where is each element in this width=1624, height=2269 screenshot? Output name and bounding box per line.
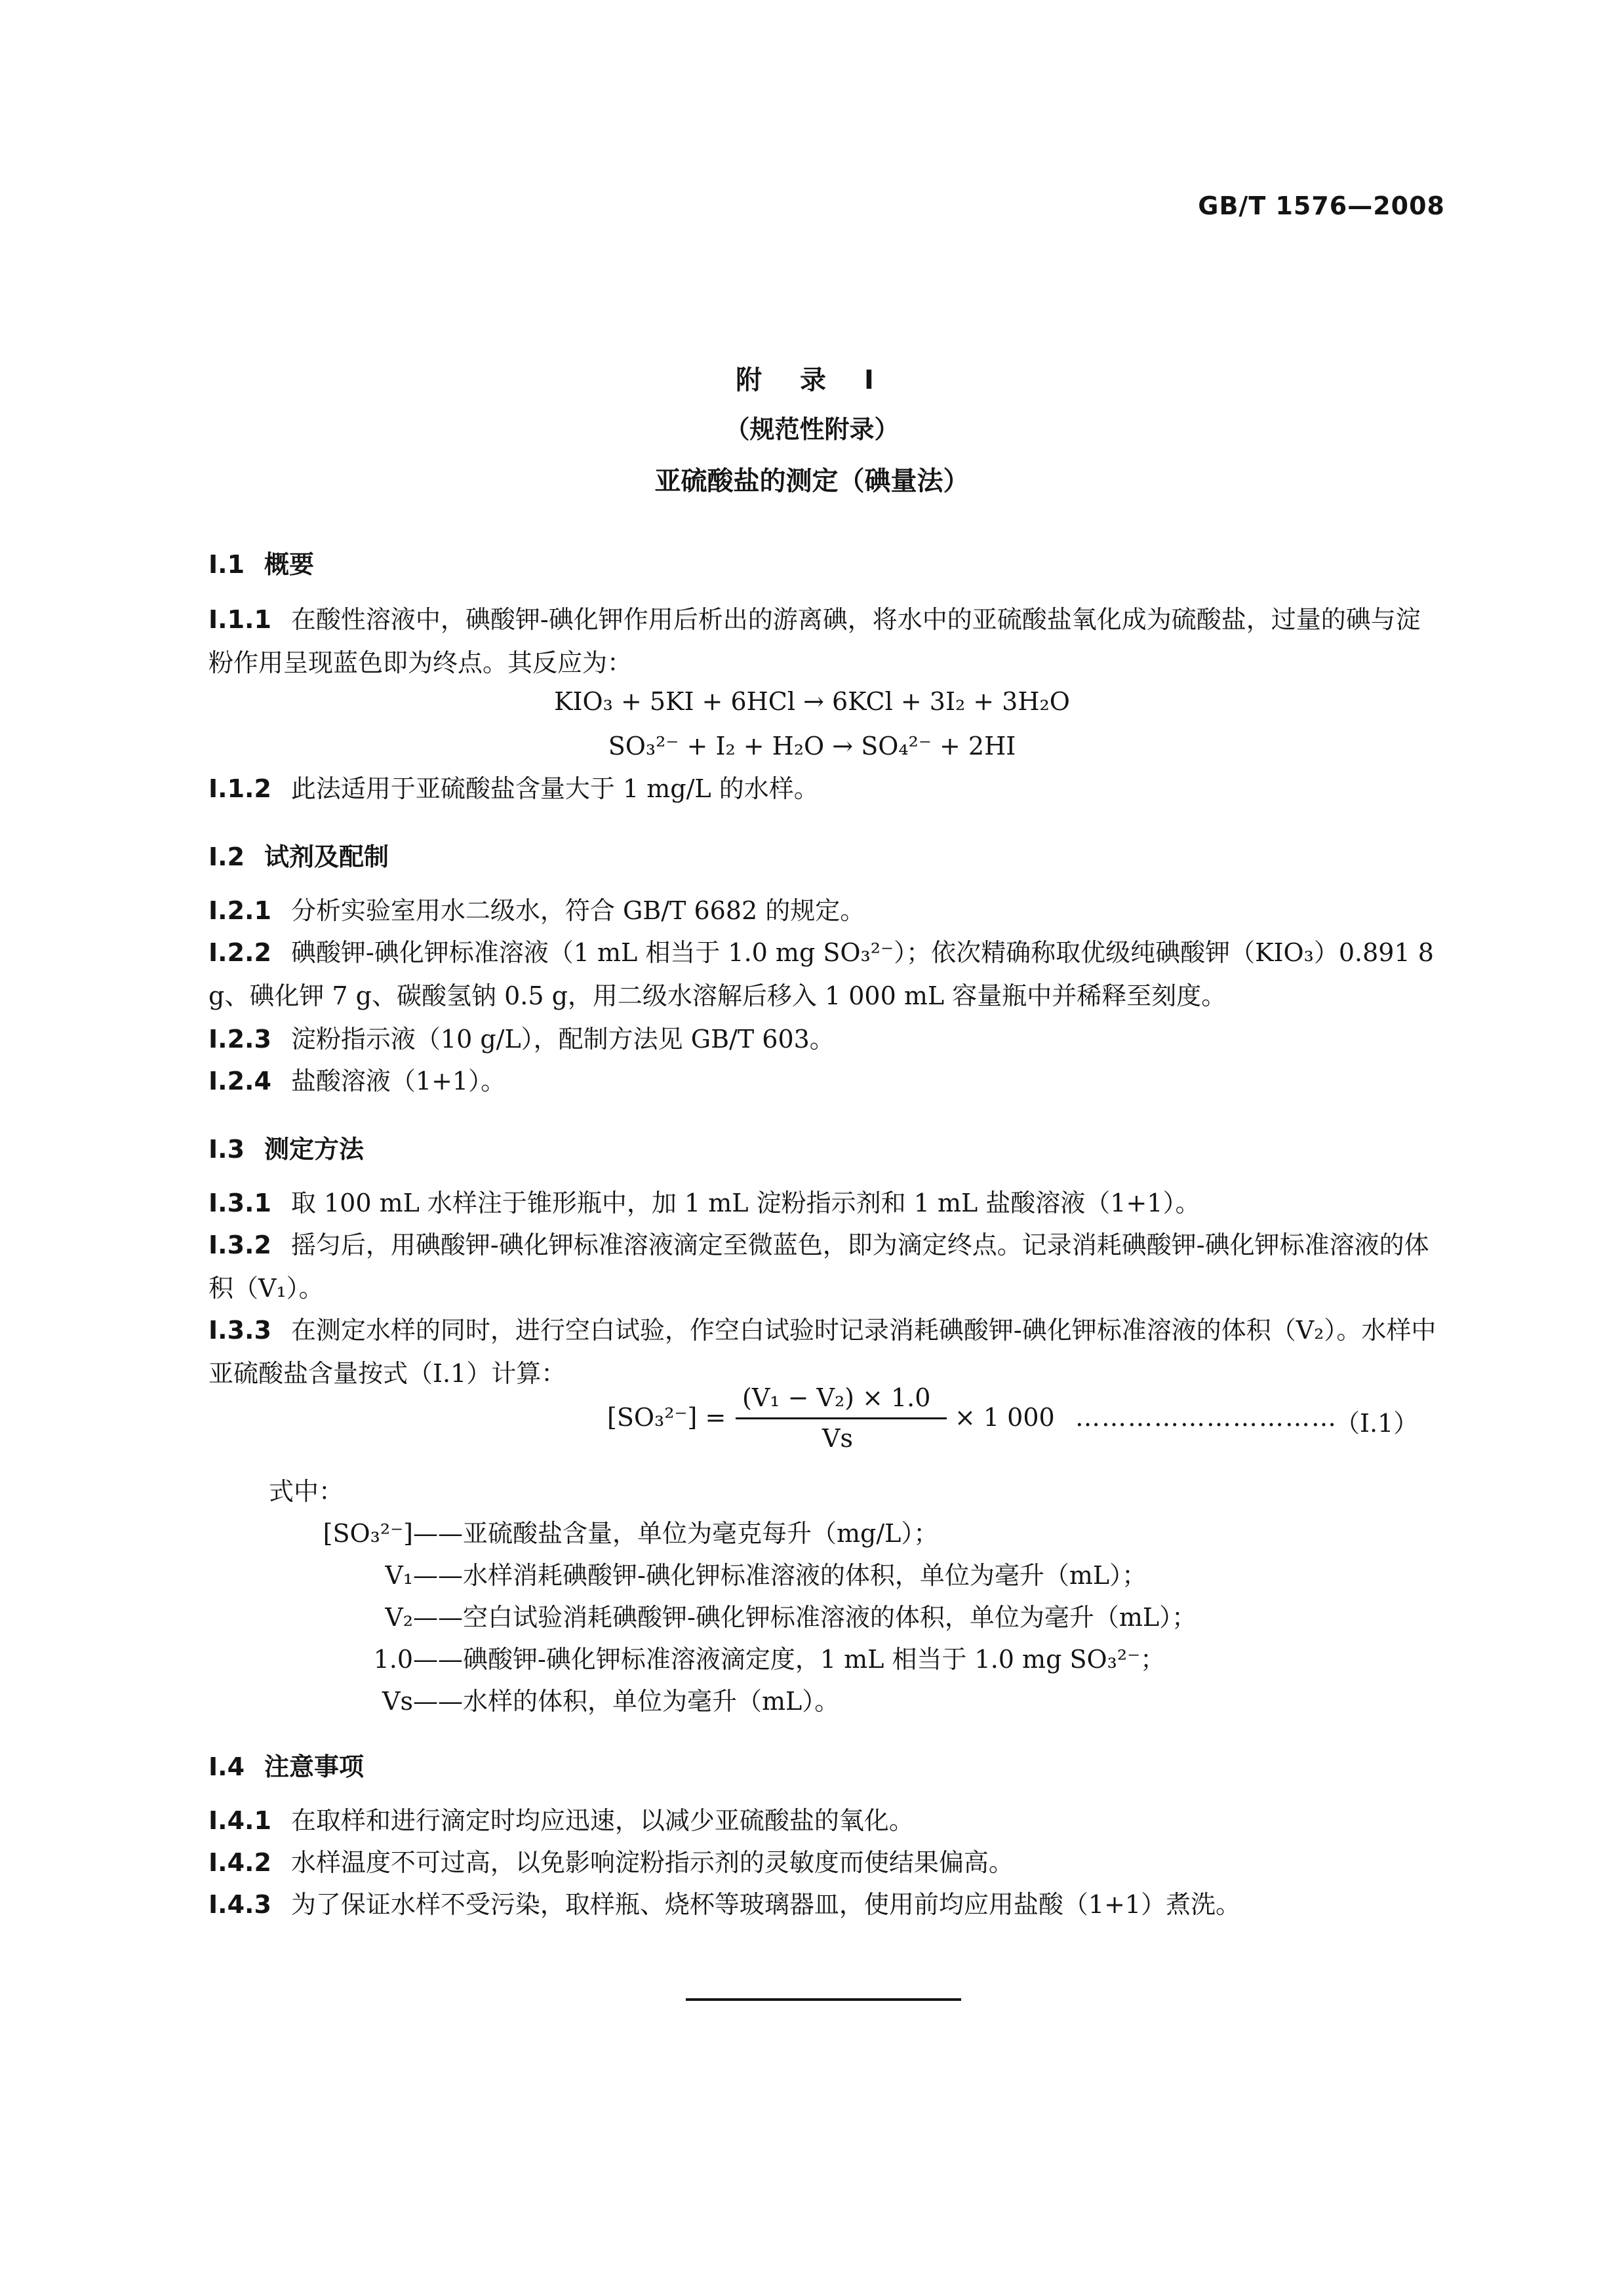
equation-1: KIO₃ + 5KI + 6HCl → 6KCl + 3I₂ + 3H₂O (554, 687, 1070, 716)
section-heading: I.1 概要 (208, 550, 315, 579)
appendix-label: 附 录 I (736, 365, 888, 395)
section-heading: I.4 注意事项 (208, 1752, 365, 1781)
formula-leader-dots: ………………………… (1075, 1403, 1337, 1432)
formula-numerator: (V₁ − V₂) × 1.0 (742, 1383, 931, 1412)
end-rule (686, 1998, 961, 2001)
paragraph: I.2.4 盐酸溶液（1+1）。 (208, 1067, 506, 1095)
formula-label: （I.1） (1335, 1409, 1419, 1438)
paragraph: I.2.3 淀粉指示液（10 g/L），配制方法见 GB/T 603。 (208, 1025, 835, 1054)
section-heading: I.3 测定方法 (208, 1135, 365, 1164)
formula-rhs: × 1 000 (955, 1403, 1055, 1432)
paragraph: I.3.2 摇匀后，用碘酸钾-碘化钾标准溶液滴定至微蓝色，即为滴定终点。记录消耗碘酸钾-碘化钾标准溶液的体积（V₁）。 (208, 1231, 1429, 1303)
definition-row: 1.0——碘酸钾-碘化钾标准溶液滴定度，1 mL 相当于 1.0 mg SO₃²⁻； (373, 1645, 1166, 1674)
paragraph: I.4.2 水样温度不可过高，以免影响淀粉指示剂的灵敏度而使结果偏高。 (208, 1848, 1014, 1877)
equation-2: SO₃²⁻ + I₂ + H₂O → SO₄²⁻ + 2HI (608, 732, 1016, 760)
paragraph: I.3.1 取 100 mL 水样注于锥形瓶中，加 1 mL 淀粉指示剂和 1 mL 盐酸溶液（1+1）。 (208, 1189, 1200, 1217)
definition-row: [SO₃²⁻]——亚硫酸盐含量，单位为毫克每升（mg/L）； (323, 1519, 939, 1548)
paragraph: I.2.2 碘酸钾-碘化钾标准溶液（1 mL 相当于 1.0 mg SO₃²⁻）；依次精确称取优级纯碘酸钾（KIO₃）0.891 8 g、碘化钾 7 g、碳酸氢钠 0.5 g，用二级水溶解后移入 1 000 mL 容量瓶中并稀释至刻度。 (208, 938, 1434, 1010)
standard-code: GB/T 1576—2008 (1198, 191, 1445, 220)
appendix-type: （规范性附录） (724, 415, 900, 444)
paragraph: I.2.1 分析实验室用水二级水，符合 GB/T 6682 的规定。 (208, 896, 865, 925)
section-heading: I.2 试剂及配制 (208, 842, 389, 871)
appendix-title: 亚硫酸盐的测定（碘量法） (654, 466, 970, 496)
definition-row: V₁——水样消耗碘酸钾-碘化钾标准溶液的体积，单位为毫升（mL）； (385, 1561, 1147, 1590)
paragraph: I.4.3 为了保证水样不受污染，取样瓶、烧杯等玻璃器皿，使用前均应用盐酸（1+1）煮洗。 (208, 1890, 1241, 1919)
paragraph: I.3.3 在测定水样的同时，进行空白试验，作空白试验时记录消耗碘酸钾-碘化钾标准溶液的体积（V₂）。水样中亚硫酸盐含量按式（I.1）计算： (208, 1316, 1436, 1388)
paragraph: I.1.2 此法适用于亚硫酸盐含量大于 1 mg/L 的水样。 (208, 774, 819, 803)
where-label: 式中： (269, 1477, 344, 1506)
formula-denominator: Vs (822, 1424, 853, 1453)
paragraph: I.1.1 在酸性溶液中，碘酸钾-碘化钾作用后析出的游离碘，将水中的亚硫酸盐氧化成为硫酸盐，过量的碘与淀粉作用呈现蓝色即为终点。其反应为： (208, 605, 1421, 677)
definition-row: V₂——空白试验消耗碘酸钾-碘化钾标准溶液的体积，单位为毫升（mL）； (385, 1603, 1197, 1632)
formula-lhs: [SO₃²⁻] = (607, 1403, 726, 1432)
fraction-bar (736, 1417, 947, 1419)
definition-row: Vs——水样的体积，单位为毫升（mL）。 (382, 1687, 840, 1716)
paragraph: I.4.1 在取样和进行滴定时均应迅速，以减少亚硫酸盐的氧化。 (208, 1806, 914, 1835)
